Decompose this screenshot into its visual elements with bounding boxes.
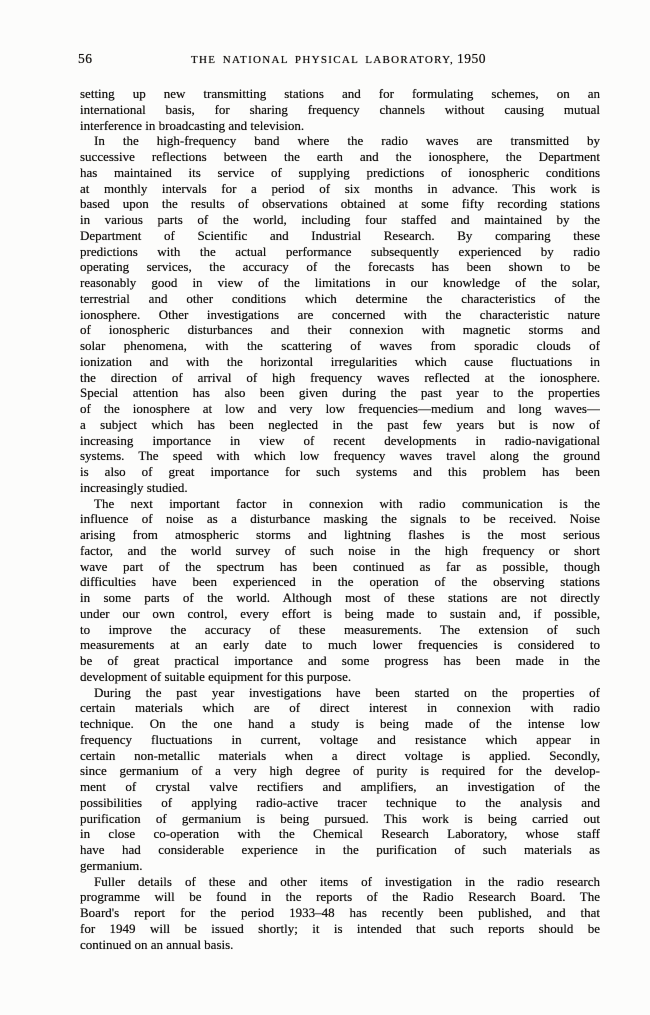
text-line: of the ionosphere at low and very low frequencies—medium and long waves— [80,401,600,416]
text-body [80,86,600,952]
text-line: purification of germanium is being pursued. This work is being carried out [80,810,600,826]
paragraph [80,685,600,874]
text-line: influence of noise as a disturbance masking the signals to be received. Noise [80,511,600,527]
text-line: international basis, for sharing frequency channels without causing mutual [80,101,600,117]
text-line: Special attention has also been given during the past year to the properties [80,385,600,401]
text-line: in close co-operation with the Chemical Research Laboratory, whose staff [80,826,600,842]
text-line: setting up new transmitting stations and for formulating schemes, on an [80,86,600,101]
text-line: has maintained its service of supplying predictions of ionospheric conditions [80,164,600,180]
text-line: a subject which has been neglected in the past few years but is now of [80,416,600,432]
paragraph [80,874,600,953]
text-line: Board's report for the period 1933–48 has recently been published, and that [80,905,600,920]
running-header [77,50,600,68]
text-line: difficulties have been experienced in the operation of the observing stations [80,574,600,590]
text-line: to improve the accuracy of these measurements. The extension of such [80,621,600,637]
text-line: continued on an annual basis. [80,936,234,952]
text-line: at monthly intervals for a period of six months in advance. This work is [80,180,600,196]
text-line: since germanium of a very high degree of purity is required for the develop- [80,763,600,779]
text-line: During the past year investigations have been started on the properties of [94,684,600,700]
text-line: interference in broadcasting and television. [80,117,305,133]
text-line: technique. On the one hand a study is being made of the intense low [80,716,600,731]
text-line: for 1949 will be issued shortly; it is intended that such reports should be [80,920,600,936]
text-line: possibilities of applying radio-active tracer technique to the analysis and [80,794,600,810]
text-line: of ionospheric disturbances and their connexion with magnetic storms and [80,322,600,338]
text-line: reasonably good in view of the limitations in our knowledge of the solar, [80,275,600,290]
text-line: arising from atmospheric storms and lightning flashes is the most serious [80,527,600,542]
text-line: In the high-frequency band where the radio waves are transmitted by [94,133,600,149]
text-line: is also of great importance for such systems and this problem has been [80,464,600,479]
text-line: ionization and with the horizontal irregularities which cause fluctuations in [80,353,600,369]
text-line: wave part of the spectrum has been continued as far as possible, though [80,558,600,574]
text-line: predictions with the actual performance subsequently experienced by radio [80,243,600,259]
text-line: certain non-metallic materials when a direct voltage is applied. Secondly, [80,747,600,763]
text-line: based upon the results of observations obtained at some fifty recording stations [80,196,600,212]
running-title-wrap [77,50,600,68]
text-line: systems. The speed with which low frequency waves travel along the ground [80,448,600,464]
text-line: the direction of arrival of high frequency waves reflected at the ionosphere. [80,369,600,385]
paragraph [80,86,600,133]
text-line: have had considerable experience in the purification of such materials as [80,842,600,857]
text-line: in various parts of the world, including four staffed and maintained by the [80,212,600,227]
text-line: solar phenomena, with the scattering of waves from sporadic clouds of [80,338,600,353]
text-line: The next important factor in connexion with radio communication is the [94,495,600,511]
running-title: THE NATIONAL PHYSICAL LABORATORY, [190,54,455,66]
text-line: increasing importance in view of recent developments in radio-navigational [80,432,600,448]
text-line: operating services, the accuracy of the forecasts has been shown to be [80,259,600,275]
text-line: frequency fluctuations in current, voltage and resistance which appear in [80,731,600,747]
text-line: Department of Scientific and Industrial Research. By comparing these [80,227,600,243]
paragraph [80,133,600,495]
text-line: in some parts of the world. Although most of these stations are not directly [80,590,600,605]
text-line: measurements at an early date to much lower frequencies is considered to [80,637,600,653]
text-line: terrestrial and other conditions which determine the characteristics of the [80,290,600,306]
text-line: be of great practical importance and some progress has been made in the [80,653,600,668]
text-line: Fuller details of these and other items of investigation in the radio research [94,873,600,889]
text-line: factor, and the world survey of such noise in the high frequency or short [80,542,600,558]
text-line: programme will be found in the reports of the Radio Research Board. The [80,889,600,905]
text-line: ionosphere. Other investigations are concerned with the characteristic nature [80,306,600,322]
text-line: under our own control, every effort is being made to sustain and, if possible, [80,605,600,621]
text-line: increasingly studied. [80,479,188,495]
paragraph [80,496,600,685]
text-line: certain materials which are of direct interest in connexion with radio [80,700,600,716]
text-line: ment of crystal valve rectifiers and amplifiers, an investigation of the [80,779,600,794]
page-number: 56 [78,51,93,66]
text-line: development of suitable equipment for this purpose. [80,668,352,684]
running-year: 1950 [457,51,487,66]
text-line: germanium. [80,857,143,873]
text-line: successive reflections between the earth and the ionosphere, the Department [80,149,600,164]
